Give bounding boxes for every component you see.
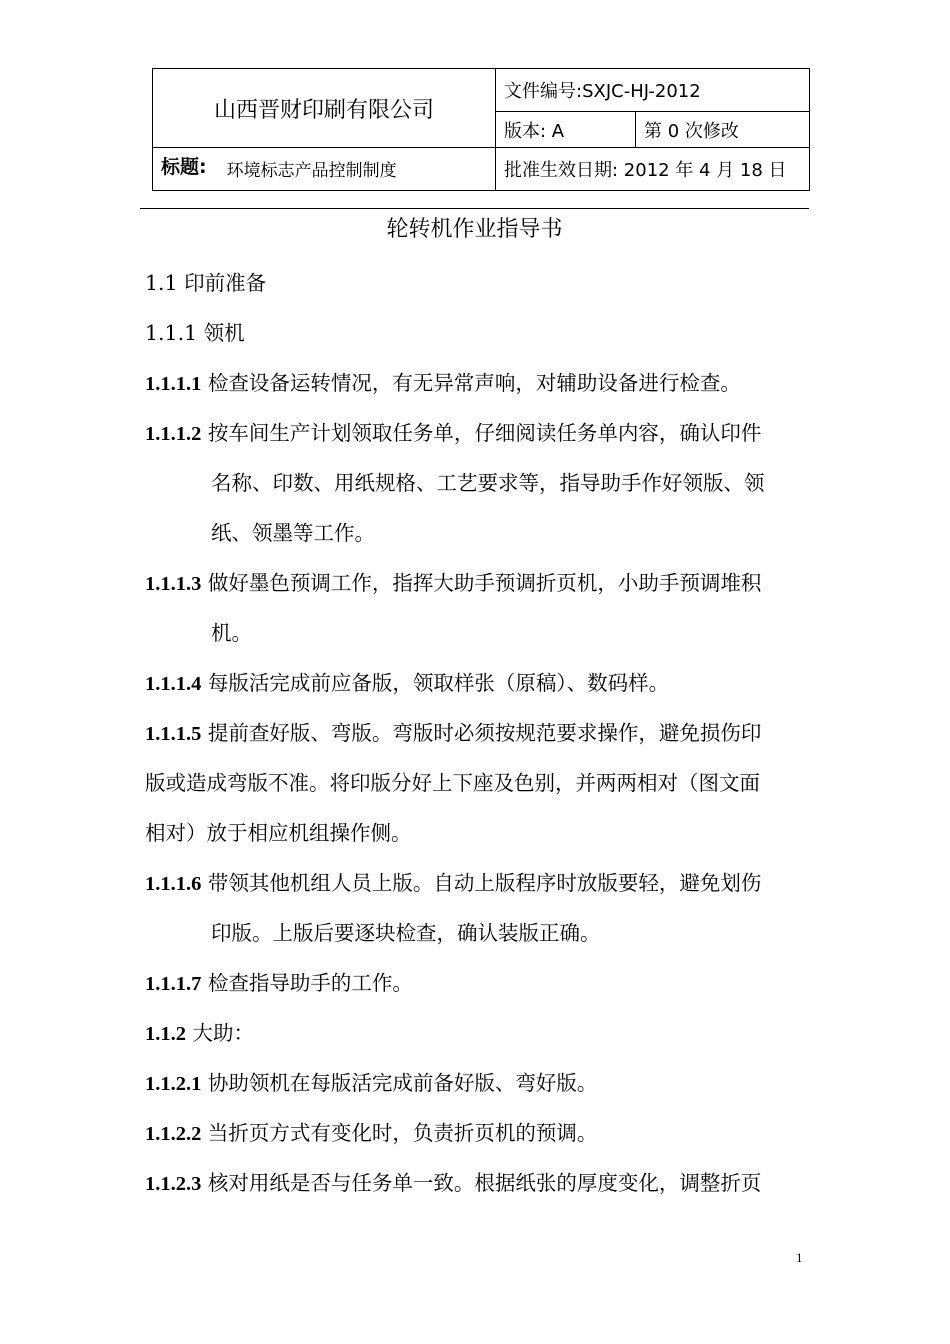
document-title: 轮转机作业指导书 xyxy=(386,217,563,242)
revision: 第 0 次修改 xyxy=(636,112,810,148)
section-line: 1.1.1.3 做好墨色预调工作，指挥大助手预调折页机，小助手预调堆积 xyxy=(145,571,762,595)
file-number: 文件编号:SXJC-HJ-2012 xyxy=(496,69,810,112)
section-line: 相对）放于相应机组操作侧。 xyxy=(145,821,412,845)
section-line: 名称、印数、用纸规格、工艺要求等，指导助手作好领版、领 xyxy=(211,471,765,495)
section-line: 1.1.2 大助： xyxy=(145,1021,255,1045)
section-line: 1.1.1.1 检查设备运转情况，有无异常声响，对辅助设备进行检查。 xyxy=(145,371,741,395)
section-line: 1.1.1.2 按车间生产计划领取任务单，仔细阅读任务单内容，确认印件 xyxy=(145,421,762,445)
section-line: 1.1.1 领机 xyxy=(145,321,245,345)
section-line: 印版。上版后要逐块检查，确认装版正确。 xyxy=(211,921,601,945)
section-line: 纸、领墨等工作。 xyxy=(211,521,375,545)
document-header-table xyxy=(152,68,810,191)
section-line: 1.1.2.2 当折页方式有变化时，负责折页机的预调。 xyxy=(145,1121,598,1145)
effective-date: 批准生效日期: 2012 年 4 月 18 日 xyxy=(496,148,810,191)
section-line: 1.1 印前准备 xyxy=(145,271,267,295)
version: 版本: A xyxy=(496,112,636,148)
title-value: 环境标志产品控制制度 xyxy=(226,160,397,181)
section-line: 1.1.1.5 提前查好版、弯版。弯版时必须按规范要求操作，避免损伤印 xyxy=(145,721,762,745)
page-number: 1 xyxy=(796,1250,803,1265)
section-line: 1.1.1.4 每版活完成前应备版，领取样张（原稿）、数码样。 xyxy=(145,671,670,695)
company-name: 山西晋财印刷有限公司 xyxy=(153,69,496,148)
section-line: 1.1.2.3 核对用纸是否与任务单一致。根据纸张的厚度变化，调整折页 xyxy=(145,1171,762,1195)
section-line: 1.1.1.6 带领其他机组人员上版。自动上版程序时放版要轻，避免划伤 xyxy=(145,871,762,895)
section-line: 1.1.1.7 检查指导助手的工作。 xyxy=(145,971,413,995)
section-line: 版或造成弯版不准。将印版分好上下座及色别，并两两相对（图文面 xyxy=(145,771,760,795)
title-label: 标题: xyxy=(161,155,207,178)
section-line: 机。 xyxy=(211,621,252,645)
header-divider xyxy=(140,208,809,209)
title-cell xyxy=(153,148,496,191)
section-line: 1.1.2.1 协助领机在每版活完成前备好版、弯好版。 xyxy=(145,1071,598,1095)
